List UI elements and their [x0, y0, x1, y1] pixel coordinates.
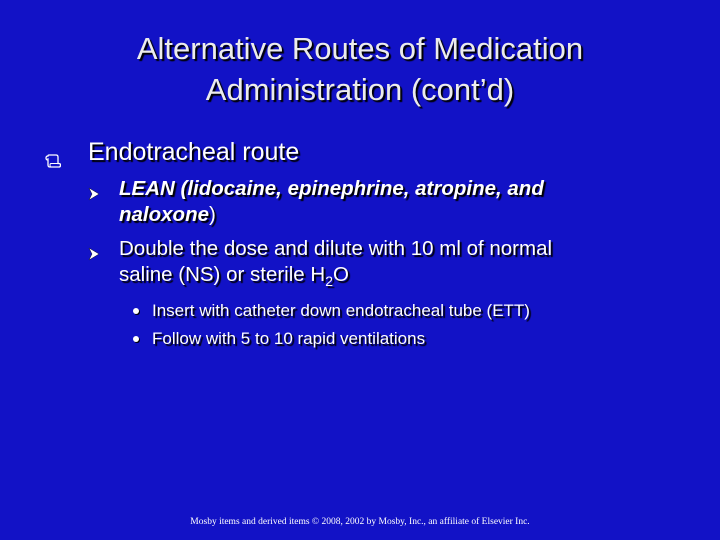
arrowhead-bullet-icon — [88, 182, 100, 196]
double-dose-line-2-pre: saline (NS) or sterile H — [119, 263, 326, 286]
sub-bullet-text: Insert with catheter down endotracheal tube (ETT) — [152, 301, 530, 320]
scroll-bullet-icon — [45, 144, 61, 158]
bullet-text: Endotracheal route — [88, 138, 300, 166]
dot-bullet-icon — [133, 336, 139, 342]
bullet-double-dose — [88, 236, 648, 294]
slide-title — [40, 28, 680, 110]
bullet-lean — [88, 176, 648, 228]
dot-bullet-icon — [133, 308, 139, 314]
title-line-2: Administration (cont’d) — [205, 72, 515, 107]
double-dose-line-1: Double the dose and dilute with 10 ml of normal — [119, 237, 553, 260]
lean-line-2 — [88, 202, 648, 228]
arrowhead-bullet-icon — [88, 242, 100, 256]
title-line-1: Alternative Routes of Medication — [136, 31, 584, 66]
double-dose-line-2 — [88, 262, 648, 294]
sub-bullet-text: Follow with 5 to 10 rapid ventilations — [152, 329, 426, 348]
lean-line-2-text: naloxone — [119, 203, 209, 226]
lean-closing-paren: ) — [209, 203, 216, 226]
copyright-footer: Mosby items and derived items © 2008, 2002 by Mosby, Inc., an affiliate of Elsevier Inc. — [190, 517, 530, 527]
lean-line-1: LEAN (lidocaine, epinephrine, atropine, and — [119, 177, 544, 200]
double-dose-line-2-post: O — [333, 263, 349, 286]
water-subscript: 2 — [325, 273, 333, 289]
